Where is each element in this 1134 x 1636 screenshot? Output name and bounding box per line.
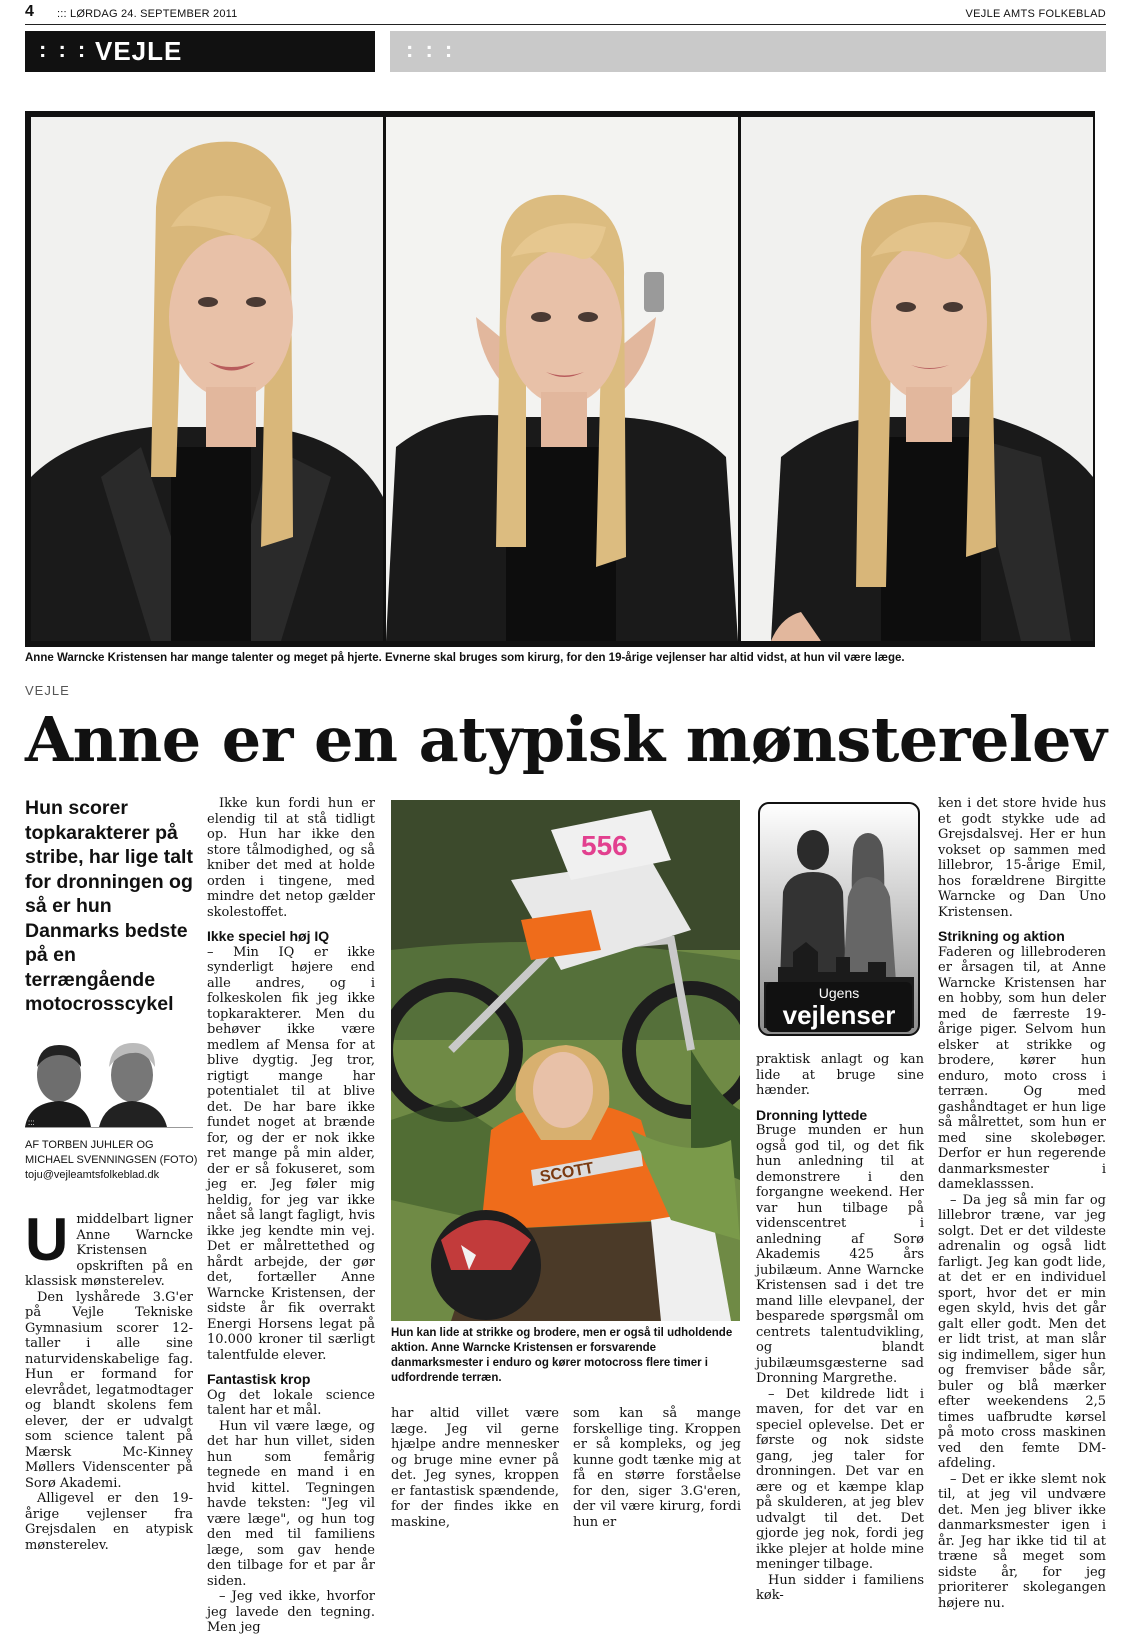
- body-paragraph: som kan så mange forskellige ting. Kroppen er så kompleks, og jeg kunne godt tænke mig at få en større forståelse for den, siger 3.G'eren, der vil være kirurg, fordi hun er: [573, 1406, 741, 1530]
- body-paragraph: – Da jeg så min far og lillebror træne, var jeg solgt. Det er det vildeste adrenalin og også lidt farligt. Jeg kan godt lide, at det er en individuel sport, hvor det er min egen skyld, hvis det går galt eller godt. Men det er lidt trist, at man slår sig indimellem, siger hun og fremviser både sår, buler og blå mærker efter weekendens 2,5 times uafbrudte kørsel på moto cross maskinen ved den femte DM-afdeling.: [938, 1192, 1106, 1471]
- logo-line2: vejlenser: [782, 1000, 896, 1030]
- body-paragraph: praktisk anlagt og kan lide at bruge sine hænder.: [756, 1052, 924, 1098]
- byline-tag: :::: [28, 1118, 35, 1127]
- photo-caption: Anne Warncke Kristensen har mange talenter og meget på hjerte. Evnerne skal bruges som kirurg, for den 19-årige vejlenser har altid vidst, at hun vil være læge.: [25, 652, 905, 664]
- article-kicker: VEJLE: [25, 683, 70, 698]
- motocross-caption: Hun kan lide at strikke og brodere, men er også til udholdende aktion. Anne Warncke Kristensen er forsvarende danmarksmester i enduro og kører motocross flere timer i udfordrende terræn.: [391, 1327, 733, 1384]
- body-paragraph: – Det kildrede lidt i maven, for det var en speciel oplevelse. Det er første og nok sidste gang, jeg taler for dronningen. Det var en ære og et kæmpe klap på skulderen, at jeg blev udvalgt til det. Det gjorde jeg nok, fordi jeg ikke plejer at holde mine meninger tilbage.: [756, 1386, 924, 1572]
- body-column-2: [207, 796, 375, 1636]
- section-bar: [25, 31, 375, 72]
- body-paragraph: Hun sidder i familiens køk-: [756, 1572, 924, 1603]
- portrait-triptych: [25, 111, 1095, 647]
- section-dots-secondary: : : :: [406, 37, 456, 62]
- portrait-photo-3: [741, 117, 1093, 641]
- body-column-4: [573, 1406, 741, 1530]
- portrait-photo-2: [386, 117, 738, 641]
- body-paragraph: Hun vil være læge, og det har hun villet, siden hun som femårig tegnede en mand i en hvid kittel. Tegningen havde teksten: "Jeg vil være læge", og hun tog den med til familiens læge, som gav hende den tilbage for et par år siden.: [207, 1418, 375, 1589]
- page-number: 4: [25, 3, 34, 20]
- body-paragraph: har altid villet være læge. Jeg vil gerne hjælpe andre mennesker og bruge mine evner på det. Jeg synes, kroppen er fantastisk spændende, for der findes ikke en maskine,: [391, 1406, 559, 1530]
- portrait-photo-1: [31, 117, 383, 641]
- reporter-photo-illustration: [25, 1037, 193, 1127]
- byline-photographer: MICHAEL SVENNINGSEN (FOTO): [25, 1154, 198, 1166]
- vejlenser-logo-graphic: [758, 802, 920, 1036]
- body-paragraph: Faderen og lillebroderen er årsagen til, at Anne Warncke Kristensen har en hobby, som hun deler med de færreste 19-årige piger. Selvom hun elsker at strikke og brodere, kører hun enduro, moto cross i terræn. Og med gashåndtaget er hun lige så målrettet, som hun er med sine skolebøger. Derfor er hun regerende danmarksmester i dameklasssen.: [938, 944, 1106, 1192]
- portrait-illustration-1: [31, 117, 383, 641]
- body-paragraph: Alligevel er den 19-årige vejlenser fra Grejsdalen en atypisk mønsterelev.: [25, 1491, 193, 1553]
- body-paragraph: Og det lokale science talent har et mål.: [207, 1387, 375, 1418]
- section-bar-secondary: [390, 31, 1106, 72]
- subheading: Strikning og aktion: [938, 928, 1065, 944]
- portrait-illustration-3: [741, 117, 1093, 641]
- body-paragraph: middelbart ligner Anne Warncke Kristensen opskriften på en klassisk mønsterelev.: [25, 1212, 193, 1289]
- subheading: Ikke speciel høj IQ: [207, 928, 330, 944]
- article-deck: Hun scorer topkarakterer på stribe, har lige talt for dronningen og så er hun Danmarks bedste på en terrængående motocrosscykel: [25, 797, 193, 1015]
- motocross-illustration: [391, 800, 740, 1321]
- body-paragraph: ken i det store hvide hus et godt stykke ude ad Grejsdalsvej. Her er hun vokset op sammen med lillebror, 15-årige Emil, hos forældrene Birgitte Warncke og Dan Uno Kristensen.: [938, 796, 1106, 920]
- body-column-5: [756, 1052, 924, 1604]
- page-date-text: LØRDAG 24. SEPTEMBER 2011: [70, 8, 238, 20]
- body-column-6: [938, 796, 1106, 1611]
- body-paragraph: – Jeg ved ikke, hvorfor jeg lavede den tegning. Men jeg: [207, 1589, 375, 1635]
- byline-email[interactable]: toju@vejleamtsfolkeblad.dk: [25, 1169, 160, 1181]
- ugens-vejlenser-logo: [758, 802, 920, 1036]
- body-column-3: [391, 1406, 559, 1530]
- page-header: [25, 3, 1106, 25]
- subheading: Fantastisk krop: [207, 1371, 311, 1387]
- jacket-brand: SCOTT: [538, 1159, 596, 1186]
- section-title: VEJLE: [95, 36, 183, 66]
- page-separator: :::: [57, 8, 67, 20]
- subheading: Dronning lyttede: [756, 1106, 868, 1123]
- page-date: [57, 8, 237, 20]
- article-byline: [25, 1138, 200, 1183]
- newspaper-name: VEJLE AMTS FOLKEBLAD: [965, 8, 1106, 20]
- race-number-plate: 556: [581, 830, 628, 861]
- byline-authors: AF TORBEN JUHLER OG: [25, 1139, 154, 1151]
- article-headline: Anne er en atypisk mønsterelev: [25, 703, 1107, 776]
- body-paragraph: Den lyshårede 3.G'er på Vejle Tekniske Gymnasium scorer 12-taller i alle sine naturvidenskabelige fag. Hun er formand for elevrådet, legatmodtager og blandt skolens fem elever, der er udvalgt som science talent på Mærsk Mc-Kinney Møllers Videnscenter på Sorø Akademi.: [25, 1289, 193, 1491]
- body-paragraph: – Det er ikke slemt nok til, at jeg vil undvære det. Men jeg bliver ikke danmarksmester igen i år. Jeg har ikke tid til at træne så meget som sidste år, for jeg prioriterer skolegangen højere nu.: [938, 1471, 1106, 1611]
- section-dots: : : :: [39, 37, 89, 62]
- body-paragraph: – Min IQ er ikke synderligt højere end alle andres, og i folkeskolen fik jeg ikke topkarakterer. Men du behøver ikke være medlem af Mensa for at blive dygtig. Jeg tror, rigtigt mange har potentialet til at blive det. De har bare ikke fundet noget at brænde for, og der er nok ikke ret mange på min alder, der er så fokuseret, som jeg er. Jeg føler mig heldig, for jeg var ikke nået så langt fagligt, hvis ikke jeg kendte min vej. Det er målrettethed og hårdt arbejde, der gør det, fortæller Anne Warncke Kristensen, der sidste år fik overrakt Energi Horsens legat på 10.000 kroner til særligt talentfulde elever.: [207, 944, 375, 1363]
- body-paragraph: Bruge munden er hun også god til, og det fik hun anledning til at demonstrere i den forgangne weekend. Her var hun tilbage på videnscentret i anledning af Sorø Akademis 425 års jubilæum. Anne Warncke Kristensen sad i det tre mand lille elevpanel, der besparede spørgsmål om centrets talentudvikling, og blandt jubilæumsgæsterne sad Dronning Margrethe.: [756, 1123, 924, 1386]
- motocross-photo: [391, 800, 740, 1321]
- body-paragraph: Ikke kun fordi hun er elendig til at stå tidligt op. Hun har ikke den store tålmodighed, og så kniber det med at holde orden i tingene, med mindre det netop gælder skolestoffet.: [207, 796, 375, 920]
- portrait-illustration-2: [386, 117, 738, 641]
- byline-photos: [25, 1037, 193, 1128]
- logo-line1: Ugens: [818, 985, 860, 1001]
- drop-cap: U: [25, 1206, 69, 1273]
